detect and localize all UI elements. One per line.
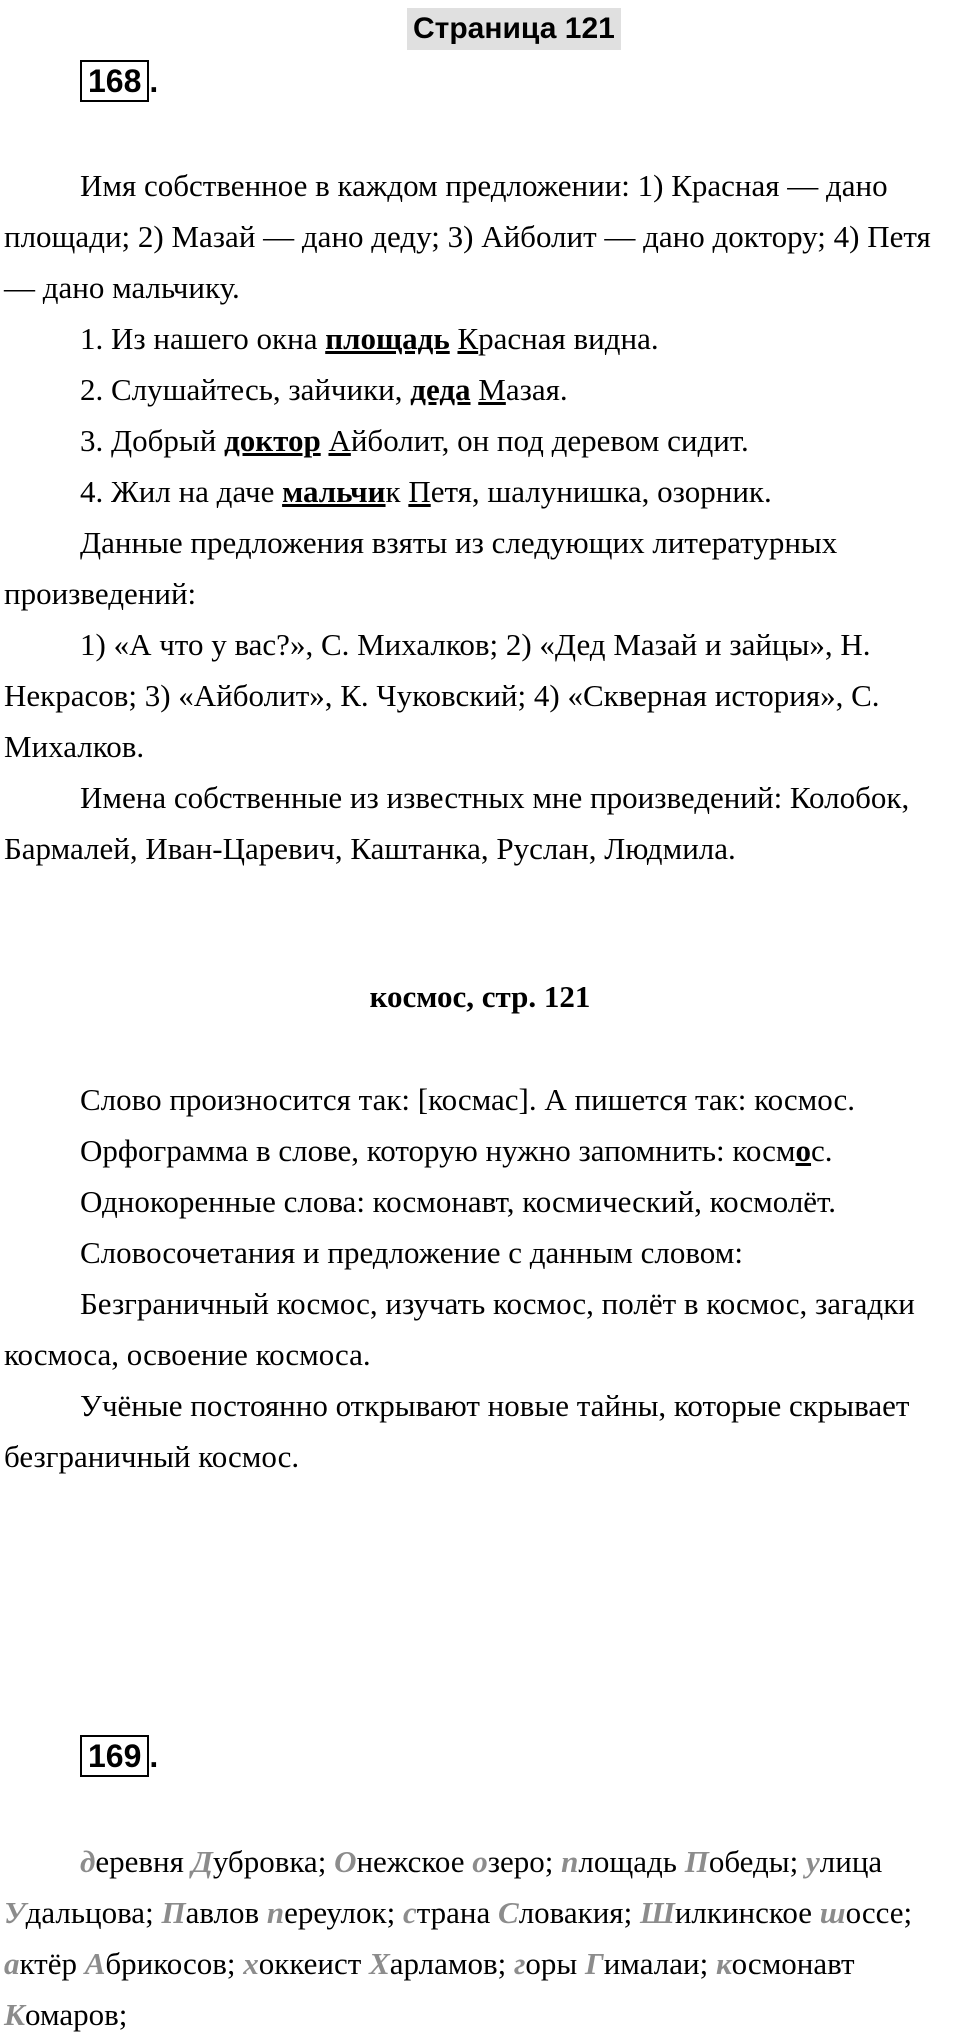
sentence-text: 1. Из нашего окна bbox=[80, 321, 326, 356]
sentence-text: йболит, он под деревом сидит. bbox=[350, 423, 749, 458]
word-rest: ловакия; bbox=[518, 1895, 640, 1930]
capital-letter: А bbox=[328, 423, 351, 458]
word-rest: ереулок; bbox=[284, 1895, 403, 1930]
common-noun: мальчи bbox=[282, 474, 386, 509]
word-rest: брикосов; bbox=[105, 1946, 244, 1981]
sentence-4 bbox=[4, 466, 954, 517]
capital-letter: К bbox=[457, 321, 479, 356]
sentence-text: азая. bbox=[505, 372, 568, 407]
highlighted-letter: ш bbox=[819, 1895, 846, 1930]
task-number-dot: . bbox=[149, 1738, 159, 1774]
sentence-text: расная видна. bbox=[478, 321, 659, 356]
intro-paragraph: Имя собственное в каждом предложении: 1) Красная — дано площади; 2) Мазай — дано деду; 3) Айболит — дано доктору; 4) Петя — дано мальчику. bbox=[4, 168, 931, 305]
phrases-intro: Словосочетания и предложение с данным словом: bbox=[80, 1235, 743, 1270]
proper-names-paragraph bbox=[4, 1836, 954, 2040]
common-noun: доктор bbox=[224, 423, 321, 458]
word-rest: ктёр bbox=[19, 1946, 85, 1981]
sentence-text: етя, шалунишка, озорник. bbox=[430, 474, 772, 509]
word-rest: убровка; bbox=[212, 1844, 335, 1879]
word-rest: оссе; bbox=[845, 1895, 913, 1930]
sentence-text: к bbox=[385, 474, 409, 509]
sentence-text: 2. Слушайтесь, зайчики, bbox=[80, 372, 411, 407]
section-heading: космос, стр. 121 bbox=[369, 979, 591, 1014]
capital-letter: М bbox=[478, 372, 506, 407]
word-rest: лица bbox=[819, 1844, 883, 1879]
kosmos-text bbox=[4, 1074, 954, 1482]
task-number-box: 169 bbox=[80, 1735, 149, 1777]
common-noun: деда bbox=[410, 372, 471, 407]
task-number-dot: . bbox=[149, 63, 159, 99]
word-rest: авлов bbox=[185, 1895, 267, 1930]
highlighted-letter: П bbox=[161, 1895, 186, 1930]
highlighted-letter: у bbox=[806, 1844, 820, 1879]
pronunciation-paragraph: Слово произносится так: [космас]. А пишется так: космос. bbox=[80, 1082, 856, 1117]
capital-letter: П bbox=[408, 474, 431, 509]
word-rest: дальцова; bbox=[25, 1895, 162, 1930]
highlighted-letter: П bbox=[684, 1844, 709, 1879]
task-168-text bbox=[4, 160, 954, 874]
orthogram-text: Орфограмма в слове, которую нужно запомнить: косм bbox=[80, 1133, 796, 1168]
task-number-169 bbox=[80, 1735, 158, 1777]
word-rest: арламов; bbox=[389, 1946, 514, 1981]
sentence-3 bbox=[4, 415, 954, 466]
highlighted-letter: с bbox=[402, 1895, 417, 1930]
word-rest: обеды; bbox=[708, 1844, 806, 1879]
common-noun: площадь bbox=[325, 321, 450, 356]
highlighted-letter: Х bbox=[369, 1946, 390, 1981]
word-rest: осмонавт bbox=[731, 1946, 855, 1981]
sentence-text: 3. Добрый bbox=[80, 423, 225, 458]
word-rest: оккеист bbox=[258, 1946, 370, 1981]
highlighted-letter: С bbox=[498, 1895, 519, 1930]
highlighted-letter: Г bbox=[584, 1946, 604, 1981]
word-rest: ималаи; bbox=[603, 1946, 716, 1981]
orthogram-paragraph bbox=[4, 1125, 954, 1176]
word-rest: зеро; bbox=[487, 1844, 562, 1879]
highlighted-letter: х bbox=[243, 1946, 259, 1981]
highlighted-letter: д bbox=[80, 1844, 96, 1879]
task-number-168 bbox=[80, 60, 158, 102]
highlighted-letter: О bbox=[334, 1844, 357, 1879]
phrases-paragraph: Безграничный космос, изучать космос, полёт в космос, загадки космоса, освоение космоса. bbox=[4, 1286, 915, 1372]
sentence-2 bbox=[4, 364, 954, 415]
highlighted-letter: Д bbox=[191, 1844, 213, 1879]
page-title: Страница 121 bbox=[407, 8, 621, 50]
highlighted-letter: А bbox=[84, 1946, 106, 1981]
highlighted-letter: о bbox=[472, 1844, 488, 1879]
highlighted-letter: Ш bbox=[639, 1895, 675, 1930]
sources-intro: Данные предложения взяты из следующих литературных произведений: bbox=[4, 525, 838, 611]
names-paragraph: Имена собственные из известных мне произведений: Колобок, Бармалей, Иван-Царевич, Каштанка, Руслан, Людмила. bbox=[4, 780, 910, 866]
sources-list: 1) «А что у вас?», С. Михалков; 2) «Дед Мазай и зайцы», Н. Некрасов; 3) «Айболит», К. Чуковский; 4) «Скверная история», С. Михалков. bbox=[4, 627, 880, 764]
example-sentence: Учёные постоянно открывают новые тайны, которые скрывает безграничный космос. bbox=[4, 1388, 910, 1474]
task-169-text bbox=[4, 1836, 954, 2040]
word-rest: оры bbox=[525, 1946, 585, 1981]
word-rest: лощадь bbox=[578, 1844, 685, 1879]
highlighted-letter: а bbox=[4, 1946, 20, 1981]
highlighted-letter: к bbox=[715, 1946, 732, 1981]
word-rest: омаров; bbox=[25, 1997, 128, 2032]
word-rest: нежское bbox=[356, 1844, 473, 1879]
related-words-paragraph: Однокоренные слова: космонавт, космический, космолёт. bbox=[80, 1184, 837, 1219]
task-number-box: 168 bbox=[80, 60, 149, 102]
highlighted-letter: п bbox=[561, 1844, 579, 1879]
highlighted-letter: К bbox=[4, 1997, 26, 2032]
orthogram-text: с. bbox=[811, 1133, 833, 1168]
highlighted-letter: п bbox=[266, 1895, 285, 1930]
word-rest: еревня bbox=[95, 1844, 192, 1879]
orthogram-letter: о bbox=[795, 1133, 812, 1168]
highlighted-letter: г bbox=[513, 1946, 526, 1981]
highlighted-letter: У bbox=[4, 1895, 26, 1930]
sentence-1 bbox=[4, 313, 954, 364]
sentence-text: 4. Жил на даче bbox=[80, 474, 283, 509]
word-rest: трана bbox=[416, 1895, 499, 1930]
word-rest: илкинское bbox=[674, 1895, 820, 1930]
